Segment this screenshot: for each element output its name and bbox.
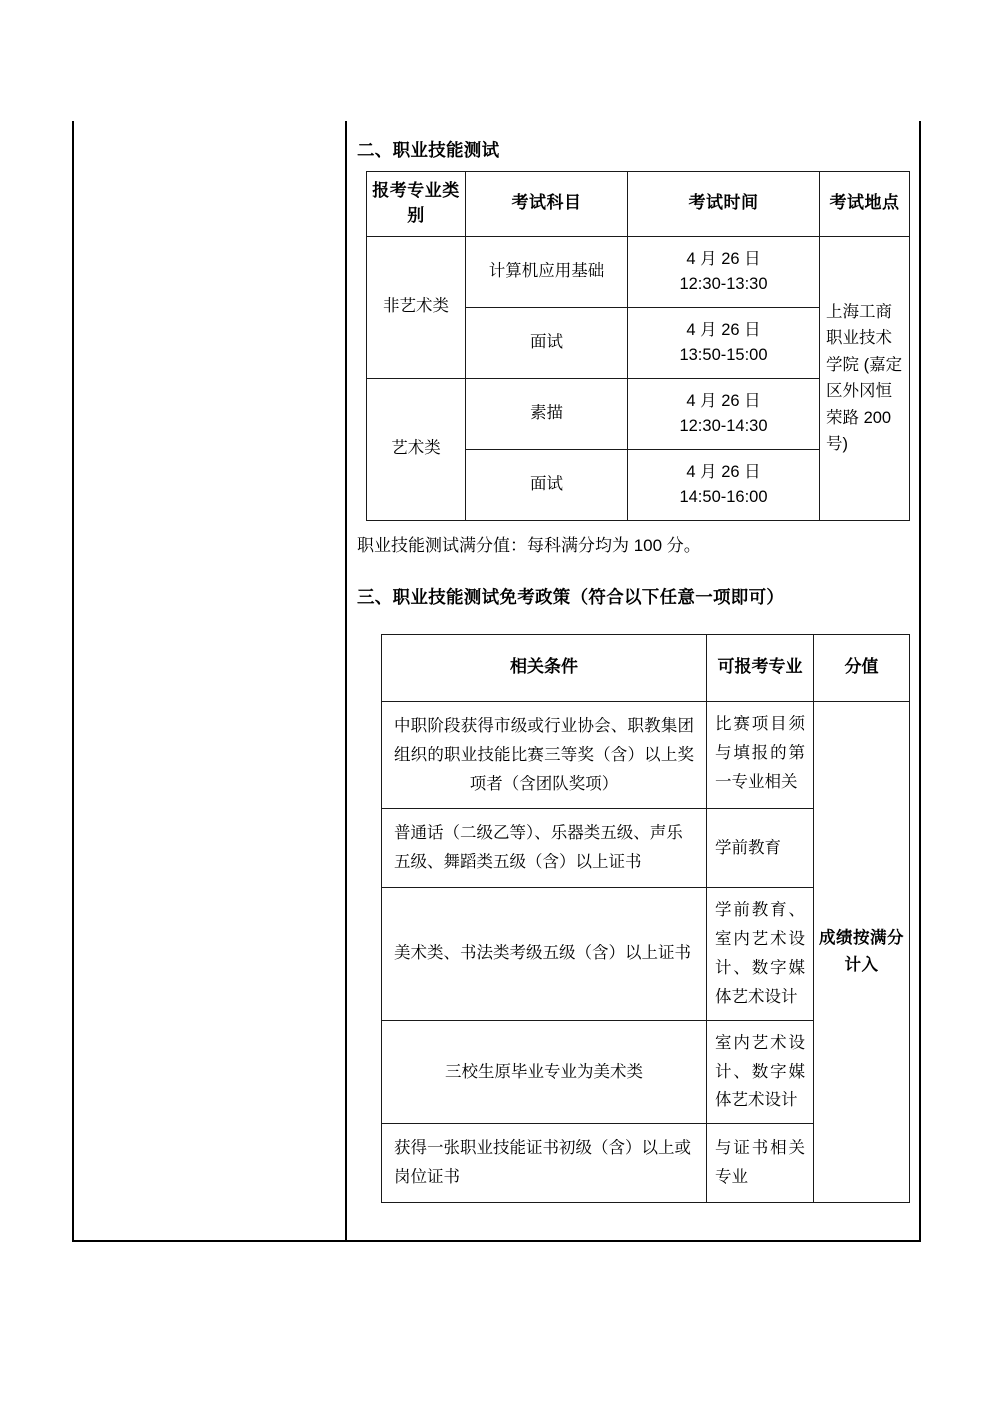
page-frame (72, 121, 921, 1242)
cell-category-non-art: 非艺术类 (367, 236, 466, 378)
frame-vertical-divider (345, 121, 347, 1240)
section-spacer (355, 558, 923, 586)
section-3-heading: 三、职业技能测试免考政策（符合以下任意一项即可） (357, 587, 785, 608)
table-header-row (367, 171, 910, 236)
table-row (382, 701, 910, 809)
cell-condition: 美术类、书法类考级五级（含）以上证书 (382, 888, 707, 1021)
table-row (367, 236, 910, 307)
cell-time (628, 236, 820, 307)
cell-major: 室内艺术设计、数字媒体艺术设计 (707, 1020, 814, 1124)
exam-time: 14:50-16:00 (679, 487, 768, 506)
cell-score-value: 成绩按满分计入 (814, 701, 910, 1202)
cell-subject: 计算机应用基础 (466, 236, 628, 307)
cell-subject: 面试 (466, 449, 628, 520)
column-header-major: 可报考专业 (707, 634, 814, 701)
cell-subject: 面试 (466, 307, 628, 378)
exam-date: 4 月 26 日 (686, 320, 761, 339)
exam-date: 4 月 26 日 (686, 249, 761, 268)
column-header-condition: 相关条件 (382, 634, 707, 701)
skill-test-schedule-table (366, 171, 910, 521)
cell-condition: 普通话（二级乙等）、乐器类五级、声乐五级、舞蹈类五级（含）以上证书 (382, 809, 707, 888)
exam-time: 13:50-15:00 (679, 345, 768, 364)
cell-major: 学前教育 (707, 809, 814, 888)
cell-time (628, 307, 820, 378)
exam-time: 12:30-14:30 (679, 416, 768, 435)
column-header-score: 分值 (814, 634, 910, 701)
full-score-note: 职业技能测试满分值：每科满分均为 100 分。 (357, 535, 701, 555)
cell-condition: 获得一张职业技能证书初级（含）以上或岗位证书 (382, 1124, 707, 1203)
cell-major: 比赛项目须与填报的第一专业相关 (707, 701, 814, 809)
cell-major: 与证书相关专业 (707, 1124, 814, 1203)
table-header-row (382, 634, 910, 701)
column-header-category: 报考专业类别 (367, 171, 466, 236)
cell-time (628, 449, 820, 520)
cell-major: 学前教育、室内艺术设计、数字媒体艺术设计 (707, 888, 814, 1021)
cell-location: 上海工商职业技术学院 (嘉定区外冈恒荣路 200 号) (820, 236, 910, 520)
cell-category-art: 艺术类 (367, 378, 466, 520)
document-content-column (355, 121, 923, 1203)
exam-date: 4 月 26 日 (686, 391, 761, 410)
cell-condition: 中职阶段获得市级或行业协会、职教集团组织的职业技能比赛三等奖（含）以上奖项者（含团队奖项） (382, 701, 707, 809)
cell-condition: 三校生原毕业专业为美术类 (382, 1020, 707, 1124)
exam-date: 4 月 26 日 (686, 462, 761, 481)
exam-time: 12:30-13:30 (679, 274, 768, 293)
column-header-subject: 考试科目 (466, 171, 628, 236)
exemption-policy-table (381, 634, 910, 1203)
section-2-heading: 二、职业技能测试 (357, 140, 500, 160)
cell-time (628, 378, 820, 449)
column-header-location: 考试地点 (820, 171, 910, 236)
column-header-time: 考试时间 (628, 171, 820, 236)
cell-subject: 素描 (466, 378, 628, 449)
